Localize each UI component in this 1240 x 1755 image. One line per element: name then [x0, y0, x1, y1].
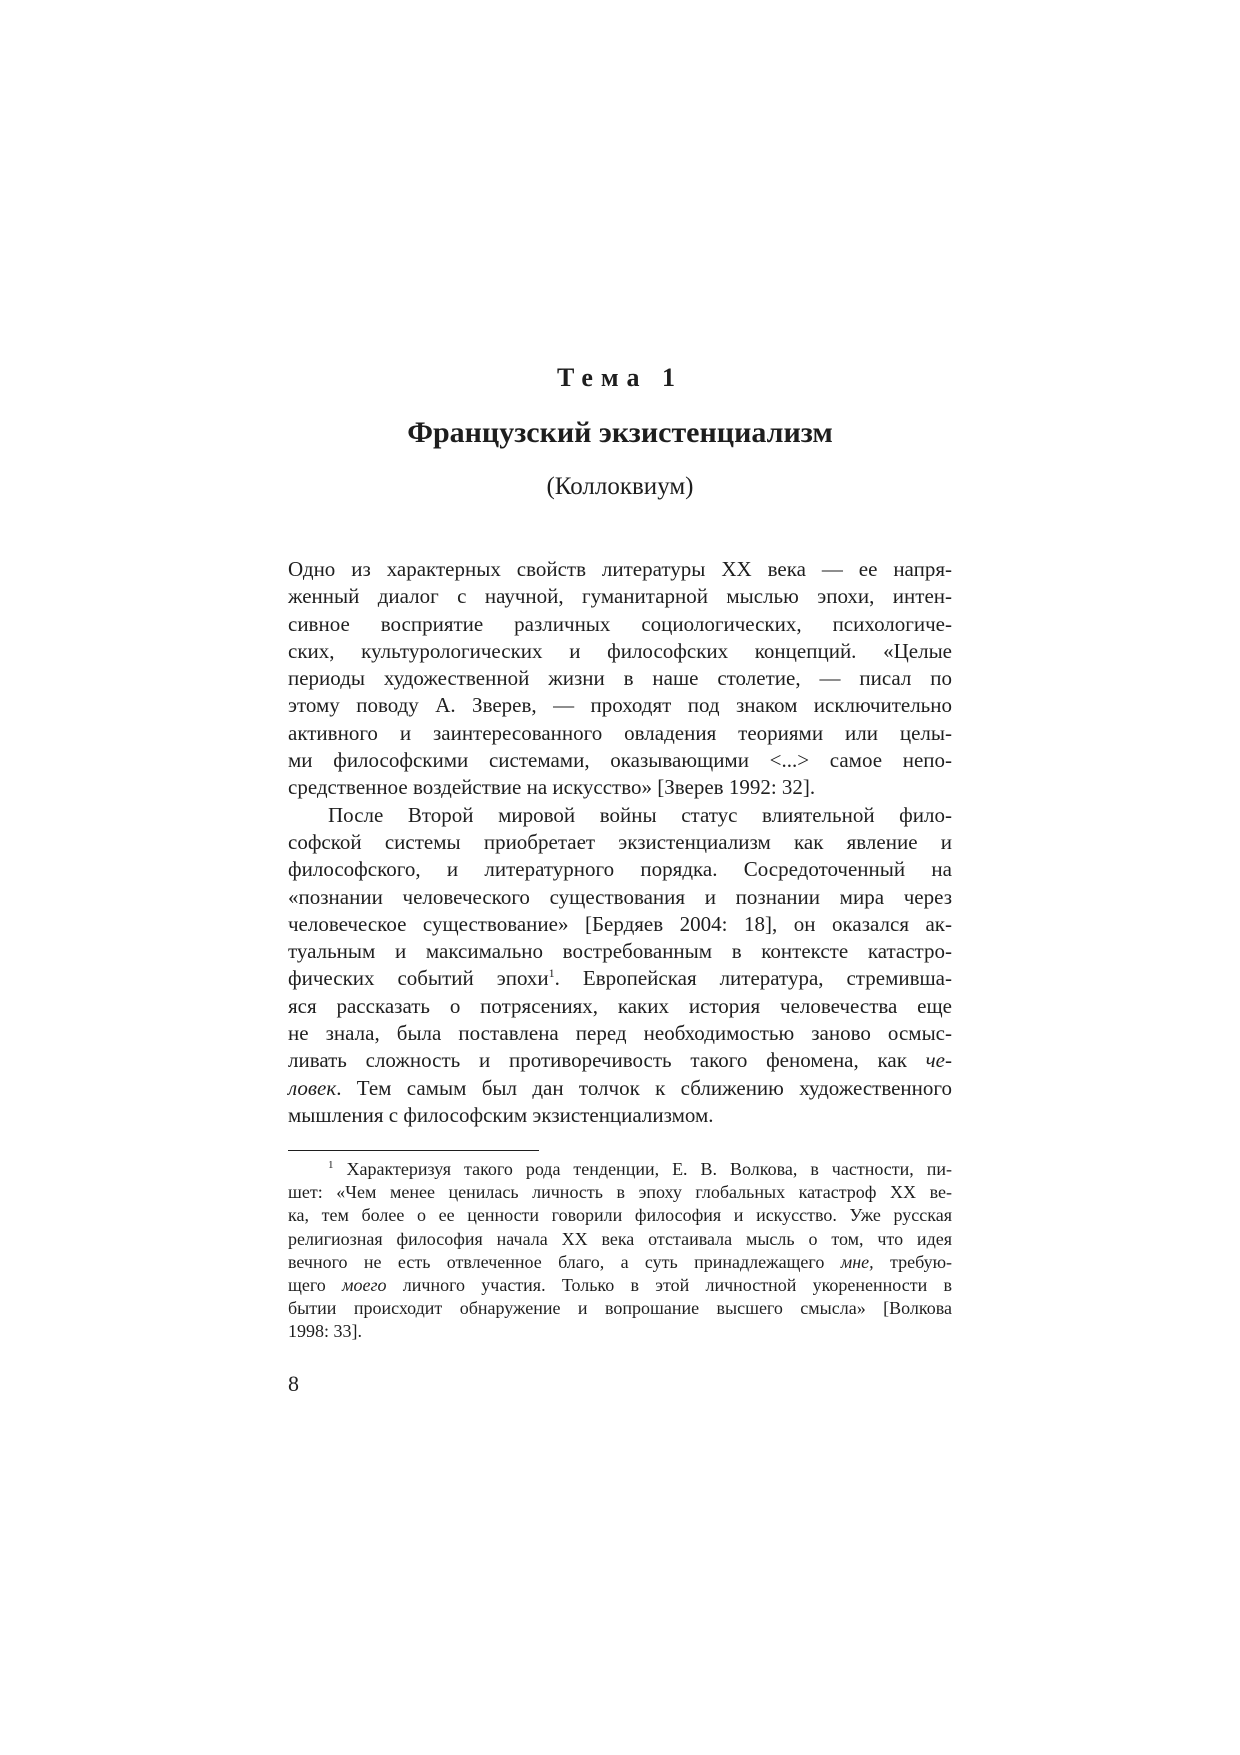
text-line: После Второй мировой войны статус влиятельной фило-: [328, 802, 952, 827]
text-line: [288, 965, 952, 992]
footnote-marker: 1: [328, 1159, 334, 1171]
paragraph-2: [288, 802, 952, 1130]
footnote-line: [288, 1251, 952, 1274]
footnote-separator: [288, 1150, 539, 1151]
footnote-line: [288, 1158, 952, 1181]
text-line: активного и заинтересованного овладения теориями или целы-: [288, 720, 952, 745]
italic-term: ловек: [288, 1075, 337, 1100]
text-line: [288, 1075, 952, 1102]
text-line: туальным и максимально востребованным в контексте катастро-: [288, 939, 952, 964]
text-line: яся рассказать о потрясениях, каких история человечества еще: [288, 993, 952, 1018]
text-line: мышления с философским экзистенциализмом.: [288, 1102, 714, 1127]
footnote-line: [288, 1274, 952, 1297]
text-fragment: . Тем самым был дан толчок к сближению художественного: [336, 1075, 952, 1100]
footnote-reference[interactable]: 1: [548, 966, 555, 981]
text-fragment: требую-: [890, 1251, 953, 1272]
text-line: сивное восприятие различных социологических, психологиче-: [288, 611, 952, 636]
chapter-title: Французский экзистенциализм: [407, 416, 833, 449]
text-line: женный диалог с научной, гуманитарной мыслью эпохи, интен-: [288, 584, 952, 609]
footnote-line: ка, тем более о ее ценности говорили философия и искусство. Уже русская: [288, 1205, 952, 1226]
text-line: философского, и литературного порядка. Сосредоточенный на: [288, 857, 952, 882]
text-fragment: ливать сложность и противоречивость такого феномена, как: [288, 1048, 907, 1073]
page-number: 8: [288, 1371, 299, 1396]
text-line: ских, культурологических и философских концепций. «Целые: [288, 638, 952, 663]
italic-term: мне,: [840, 1251, 874, 1272]
text-fragment: . Европейская литература, стремивша-: [554, 966, 952, 991]
text-line: этому поводу А. Зверев, — проходят под знаком исключительно: [288, 693, 952, 718]
text-fragment: личного участия. Только в этой личностной укорененности в: [402, 1274, 952, 1295]
footnote-line: шет: «Чем менее ценилась личность в эпоху глобальных катастроф XX ве-: [288, 1182, 952, 1203]
text-line: периоды художественной жизни в наше столетие, — писал по: [288, 666, 952, 691]
footnote-line: религиозная философия начала XX века отстаивала мысль о том, что идея: [288, 1228, 952, 1249]
chapter-subtitle: (Коллоквиум): [546, 473, 694, 500]
paragraph-1: [288, 556, 952, 802]
footnote: [288, 1158, 952, 1344]
footnote-line: 1998: 33].: [288, 1321, 362, 1342]
text-fragment: Характеризуя такого рода тенденции, Е. В. Волкова, в частности, пи-: [346, 1159, 953, 1179]
italic-term: моего: [342, 1274, 387, 1295]
text-line: «познании человеческого существования и познании мира через: [288, 884, 952, 909]
text-fragment: фических событий эпохи: [288, 966, 549, 991]
topic-label: Тема 1: [557, 363, 683, 392]
text-line: софской системы приобретает экзистенциализм как явление и: [288, 829, 952, 854]
text-line: не знала, была поставлена перед необходимостью заново осмыс-: [288, 1021, 952, 1046]
italic-term: че-: [925, 1048, 952, 1073]
text-line: человеческое существование» [Бердяев 2004: 18], он оказался ак-: [288, 911, 952, 936]
body-text: [288, 556, 952, 1129]
text-fragment: щего: [288, 1274, 326, 1295]
footnote-line: бытии происходит обнаружение и вопрошание высшего смысла» [Волкова: [288, 1298, 952, 1319]
text-line: Одно из характерных свойств литературы XX века — ее напря-: [288, 557, 952, 581]
text-line: [288, 1047, 952, 1074]
text-line: ми философскими системами, оказывающими <...> самое непо-: [288, 748, 952, 773]
text-line: средственное воздействие на искусство» [Зверев 1992: 32].: [288, 775, 816, 800]
text-fragment: вечного не есть отвлеченное благо, а суть принадлежащего: [288, 1251, 825, 1272]
